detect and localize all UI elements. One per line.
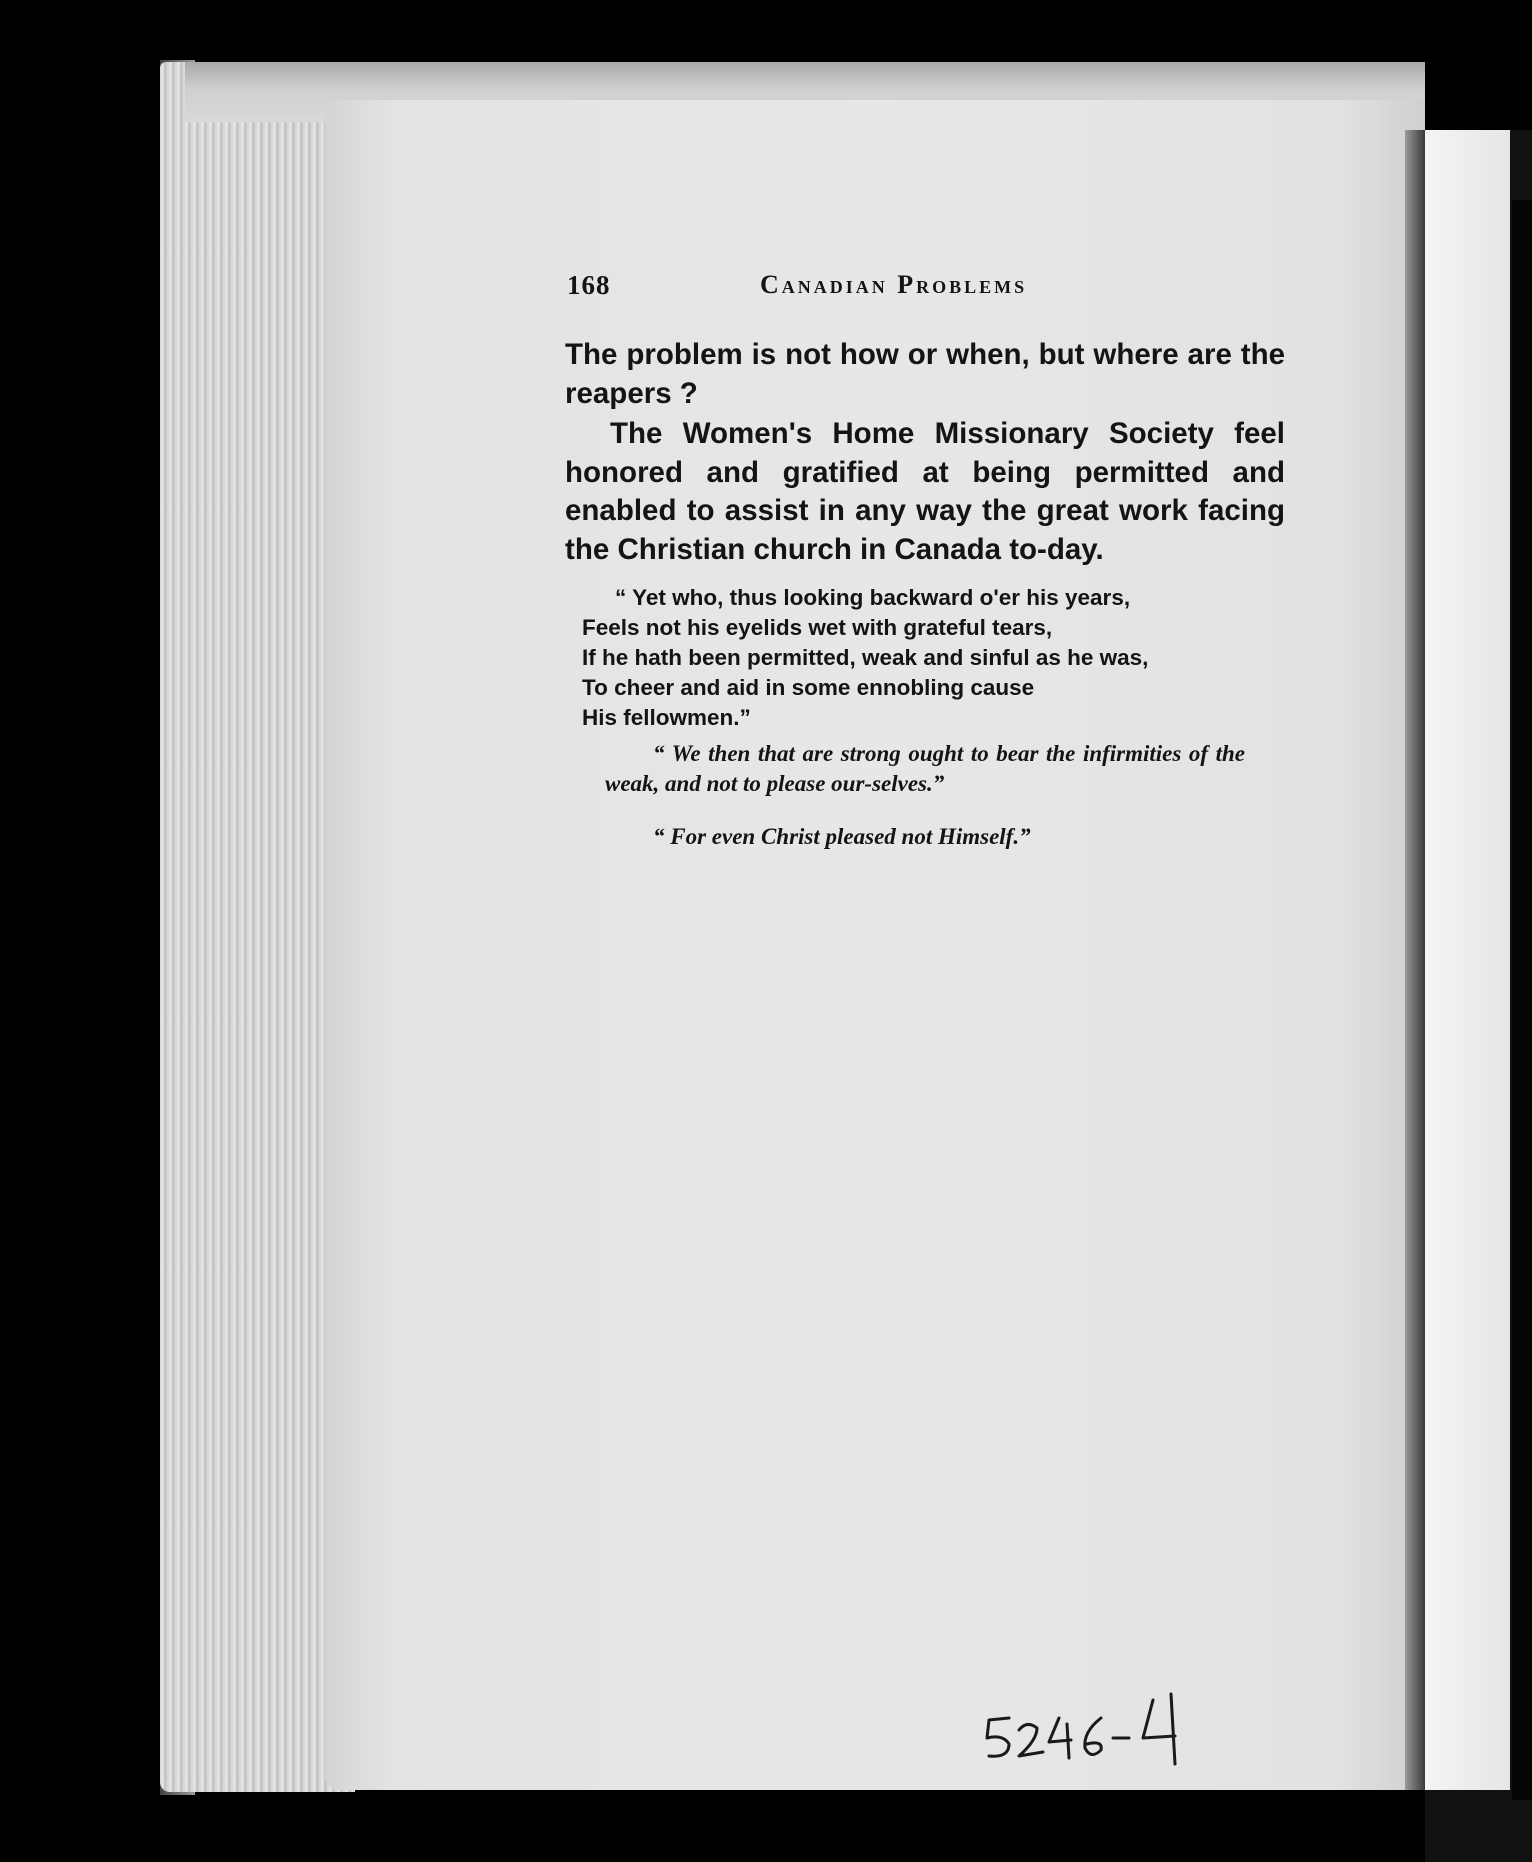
poem-line: His fellowmen.” [582,705,751,730]
poem-line: Feels not his eyelids wet with grateful tears, [582,615,1053,640]
poem-line: To cheer and aid in some ennobling cause [582,675,1035,700]
scripture-quote-1: “ We then that are strong ought to bear the infirmities of the weak, and not to please our-selves.” [605,741,1245,796]
running-title: Canadian Problems [760,270,1028,299]
running-head [565,270,1285,310]
poem-quote [582,583,1285,733]
poem-line: If he hath been permitted, weak and sinful as he was, [582,645,1149,670]
handwritten-catalog-number [975,1680,1215,1770]
poem-line: “ Yet who, thus looking backward o'er his years, [615,585,1131,610]
paragraph-2: The Women's Home Missionary Society feel honored and gratified at being permitted and enabled to assist in any way the great work facing the Christian church in Canada to-day. [565,417,1285,566]
scripture-quote-2: “ For even Christ pleased not Himself.” [653,824,1031,849]
book-cover-edge [1512,200,1532,1800]
adjacent-page-strip [1425,130,1510,1790]
paragraph-1: The problem is not how or when, but where are the reapers ? [565,338,1285,410]
page-number: 168 [567,270,611,300]
page-text [565,270,1285,875]
page-gutter-shadow [1405,130,1425,1790]
